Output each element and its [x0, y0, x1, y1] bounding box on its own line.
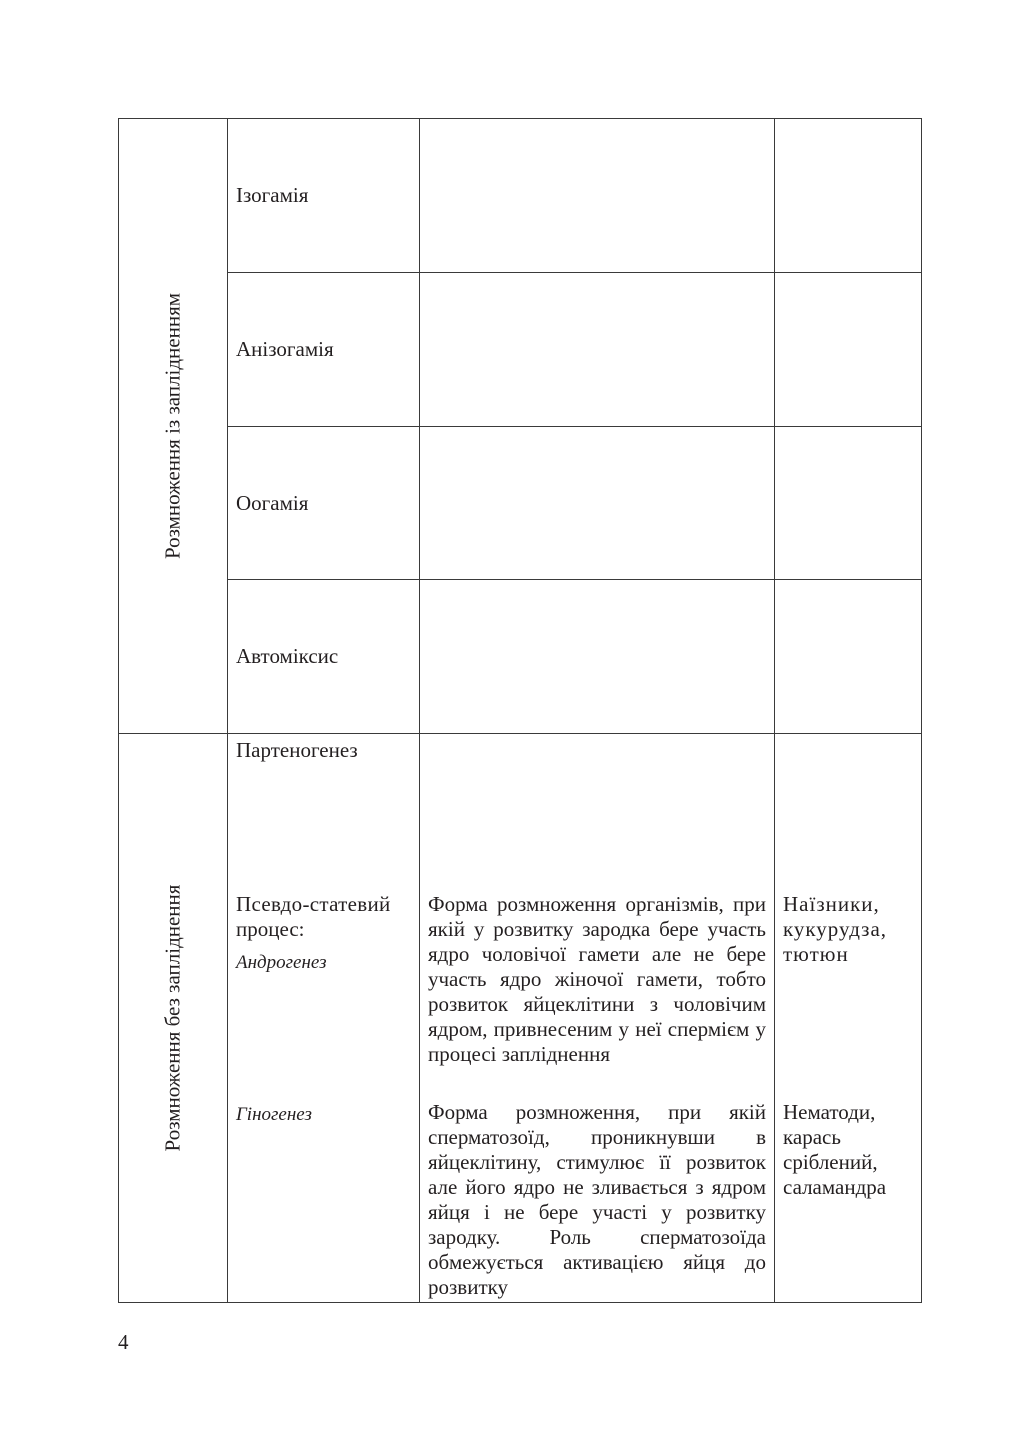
method-parthenogenesis: Партеногенез — [236, 738, 358, 762]
method-isogamy: Ізогамія — [236, 183, 309, 207]
examples-gynogenesis: Нематоди, карась сріблений, саламандра — [783, 1100, 887, 1199]
definition-cell — [420, 273, 775, 427]
page-number: 4 — [118, 1330, 129, 1354]
method-pseudo-sexual — [236, 892, 416, 942]
method-automixis: Автоміксис — [236, 644, 339, 668]
definition-cell — [420, 580, 775, 734]
definition-cell-without-fertilization — [420, 734, 775, 1303]
group-label-with-fertilization: Розмноження із заплідненням — [160, 292, 185, 560]
method-cell-without-fertilization — [228, 734, 420, 1303]
method-cell — [228, 580, 420, 734]
definition-gynogenesis: Форма розмноження, при якій сперматозоїд, проникнувши в яйцеклітину, стимулює її розвиток але його ядро не зливається з ядром яйця і не бере участі у розвитку зародку. Роль сперматозоїда обмежується активацією яйця до розвитку — [428, 1100, 766, 1299]
method-cell — [228, 119, 420, 273]
examples-cell — [775, 273, 922, 427]
examples-androgenesis: Наїзники, кукурудза, тютюн — [783, 892, 888, 966]
method-anisogamy: Анізогамія — [236, 337, 334, 361]
table-row — [119, 427, 922, 580]
examples-cell — [775, 119, 922, 273]
pseudo-sexual-line-1: Псевдо-статевий — [236, 892, 391, 916]
group-label-without-fertilization: Розмноження без запліднення — [160, 884, 185, 1152]
method-cell — [228, 427, 420, 580]
examples-cell — [775, 580, 922, 734]
pseudo-sexual-line-2: процес: — [236, 917, 305, 941]
table-row — [119, 580, 922, 734]
method-cell — [228, 273, 420, 427]
definition-cell — [420, 119, 775, 273]
method-oogamy: Оогамія — [236, 490, 309, 515]
reproduction-table — [118, 118, 922, 1303]
definition-androgenesis: Форма розмноження організмів, при якій у розвитку зародка бере участь ядро чоловічої гамети але не бере участь ядро жіночої гамети, тобто розвиток яйцеклітини з чоловічим ядром, привнесеним у неї спермієм у процесі запліднення — [428, 892, 766, 1066]
table-row — [119, 273, 922, 427]
method-gynogenesis: Гіногенез — [236, 1104, 312, 1125]
definition-cell — [420, 427, 775, 580]
method-androgenesis: Андрогенез — [236, 952, 327, 973]
examples-cell — [775, 427, 922, 580]
group-cell-with-fertilization — [119, 119, 228, 734]
examples-cell-without-fertilization — [775, 734, 922, 1303]
table-row — [119, 734, 922, 1303]
group-cell-without-fertilization — [119, 734, 228, 1303]
table-row — [119, 119, 922, 273]
